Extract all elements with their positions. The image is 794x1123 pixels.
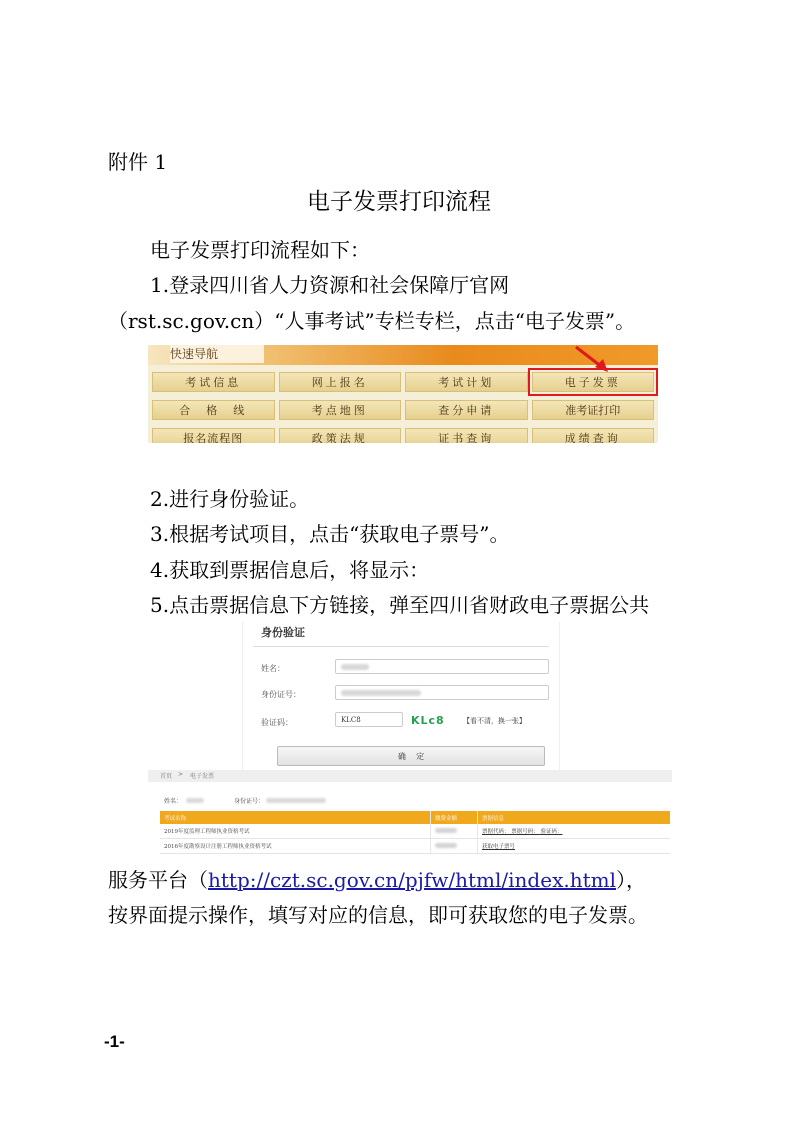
nav-score-query[interactable]: 成绩查询	[532, 428, 655, 443]
amount-cell	[431, 824, 478, 839]
nav-registration-flow[interactable]: 报名流程图	[152, 428, 275, 443]
identity-verification-screenshot	[242, 622, 560, 772]
nav-exam-site-map[interactable]: 考点地图	[279, 400, 402, 420]
invoice-info-cell	[478, 824, 671, 839]
invoice-info-link[interactable]: 票据代码： 票据号码： 验证码：	[482, 829, 563, 835]
blurred-name	[186, 798, 204, 803]
table-header-row	[160, 811, 670, 824]
quick-nav-title: 快速导航	[170, 345, 264, 363]
refresh-captcha-link[interactable]: 【看不清，换一张】	[463, 717, 526, 725]
column-exam-name: 考试名称	[160, 811, 431, 824]
nav-passing-line[interactable]: 合 格 线	[152, 400, 275, 420]
verification-code-label: 验证码：	[261, 718, 293, 727]
step-1-line-2: （rst.sc.gov.cn）“人事考试”专栏专栏，点击“电子发票”。	[108, 309, 636, 333]
divider	[253, 646, 549, 647]
red-arrow-icon	[568, 345, 628, 373]
quick-nav-row	[152, 428, 654, 443]
breadcrumb	[148, 770, 672, 782]
blurred-id	[266, 798, 326, 803]
nav-policies[interactable]: 政策法规	[279, 428, 402, 443]
quick-nav-row	[152, 372, 654, 392]
nav-score-review[interactable]: 查分申请	[405, 400, 528, 420]
step-3: 3.根据考试项目，点击“获取电子票号”。	[150, 522, 510, 546]
finance-platform-link[interactable]: http://czt.sc.gov.cn/pjfw/html/index.html	[208, 868, 616, 892]
breadcrumb-home[interactable]: 首页	[160, 773, 173, 780]
nav-exam-info[interactable]: 考试信息	[152, 372, 275, 392]
table-row	[160, 824, 670, 839]
page-number: -1-	[104, 1032, 125, 1051]
step-6: 按界面提示操作，填写对应的信息，即可获取您的电子发票。	[108, 903, 648, 927]
table-row	[160, 839, 670, 854]
amount-cell	[431, 839, 478, 854]
invoice-name-label: 姓名：	[164, 798, 183, 805]
column-invoice-info: 票据信息	[478, 811, 671, 824]
intro-text: 电子发票打印流程如下：	[150, 238, 370, 262]
invoice-table	[160, 811, 670, 854]
exam-name-cell: 2016年度勘察设计注册工程师执业资格考试	[160, 839, 431, 854]
captcha-image: KLc8	[411, 714, 445, 727]
step-2: 2.进行身份验证。	[150, 487, 310, 511]
nav-electronic-invoice[interactable]: 电子发票	[532, 372, 655, 392]
nav-certificate-query[interactable]: 证书查询	[405, 428, 528, 443]
column-payment-amount: 缴费金额	[431, 811, 478, 824]
quick-nav-row	[152, 400, 654, 420]
identity-verification-heading: 身份验证	[261, 626, 305, 639]
step-5-suffix: ），	[616, 868, 646, 892]
confirm-button[interactable]: 确 定	[277, 746, 545, 766]
step-5-continued	[108, 866, 646, 894]
verification-code-value: KLC8	[341, 716, 361, 724]
breadcrumb-current: 电子发票	[190, 773, 215, 780]
quick-nav-grid	[152, 372, 654, 443]
attachment-label: 附件 1	[108, 150, 168, 174]
name-label: 姓名：	[261, 664, 285, 673]
blurred-name-value	[341, 664, 369, 670]
step-5-prefix: 服务平台（	[108, 868, 208, 892]
page-title: 电子发票打印流程	[307, 189, 491, 215]
step-1-line-1: 1.登录四川省人力资源和社会保障厅官网	[150, 273, 510, 297]
nav-exam-plan[interactable]: 考试计划	[405, 372, 528, 392]
step-5: 5.点击票据信息下方链接，弹至四川省财政电子票据公共	[150, 593, 650, 617]
exam-name-cell: 2019年度监理工程师执业资格考试	[160, 824, 431, 839]
blurred-id-value	[341, 690, 421, 696]
quick-nav-screenshot	[148, 345, 658, 443]
step-4: 4.获取到票据信息后，将显示：	[150, 558, 430, 582]
breadcrumb-separator: >	[178, 771, 184, 778]
get-invoice-number-cell	[478, 839, 671, 854]
nav-admission-ticket[interactable]: 准考证打印	[532, 400, 655, 420]
invoice-id-label: 身份证号：	[234, 798, 265, 805]
get-invoice-number-link[interactable]: 获取电子票号	[482, 844, 516, 850]
nav-online-registration[interactable]: 网上报名	[279, 372, 402, 392]
invoice-list-screenshot	[148, 770, 672, 858]
id-number-label: 身份证号：	[261, 690, 301, 699]
